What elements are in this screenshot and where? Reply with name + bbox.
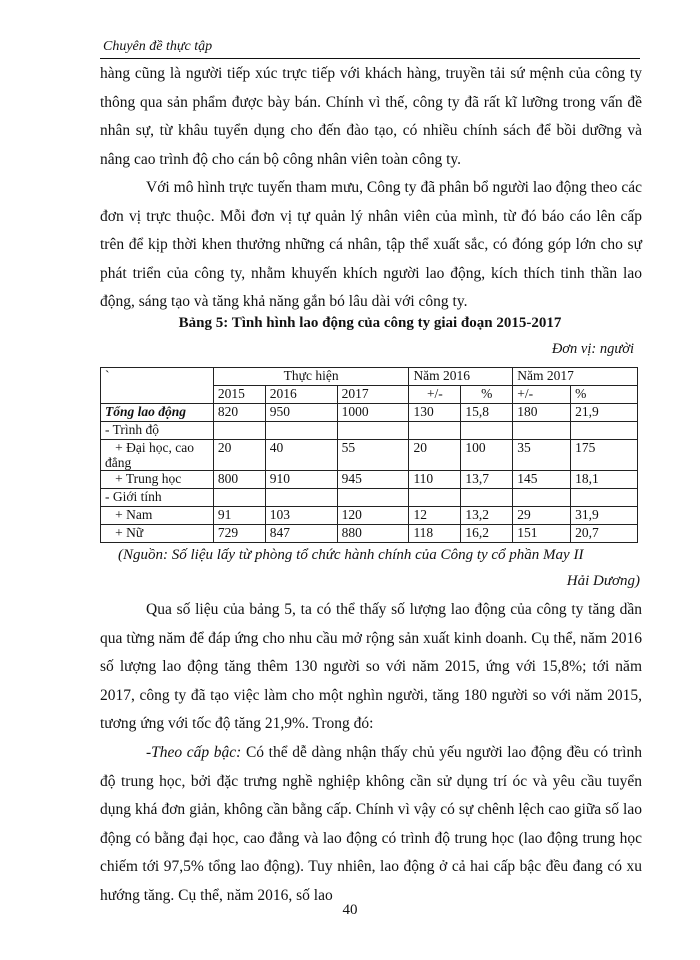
source-line-1: (Nguồn: Số liệu lấy từ phòng tổ chức hành chính của Công ty cổ phần May II: [118, 547, 584, 563]
table-cell: [265, 422, 337, 440]
table-cell: 1000: [337, 404, 409, 422]
table-row: [101, 422, 638, 440]
table-cell: 151: [513, 525, 571, 543]
table-cell: 130: [409, 404, 461, 422]
table-cell: 91: [213, 507, 265, 525]
table-cell: [461, 489, 513, 507]
header-thuc-hien: Thực hiện: [213, 368, 409, 386]
table-cell: [513, 489, 571, 507]
table-row: [101, 507, 638, 525]
table-cell: [265, 489, 337, 507]
table-cell: [571, 422, 638, 440]
subheader-cell: 2017: [337, 386, 409, 404]
table-header-row: [101, 368, 638, 386]
table-cell: 100: [461, 440, 513, 471]
table-cell: 950: [265, 404, 337, 422]
table-cell: 847: [265, 525, 337, 543]
table-cell: 880: [337, 525, 409, 543]
row-label: Tổng lao động: [101, 404, 214, 422]
header-nam-2016: Năm 2016: [409, 368, 513, 386]
table-cell: 18,1: [571, 471, 638, 489]
page-number: 40: [342, 902, 358, 918]
table-cell: 13,2: [461, 507, 513, 525]
table-cell: [409, 489, 461, 507]
table-cell: 15,8: [461, 404, 513, 422]
table-cell: 120: [337, 507, 409, 525]
table-cell: 20,7: [571, 525, 638, 543]
paragraph-4-lead: -Theo cấp bậc:: [146, 744, 242, 761]
table-cell: [213, 489, 265, 507]
subheader-cell: %: [461, 386, 513, 404]
table-cell: [213, 422, 265, 440]
row-label: + Trung học: [101, 471, 214, 489]
paragraph-1: hàng cũng là người tiếp xúc trực tiếp với khách hàng, truyền tải sứ mệnh của công ty thông qua sản phẩm được bày bán. Chính vì thế, công ty đã rất kĩ lưỡng trong vấn đề nhân sự, từ khâu tuyển dụng cho đến đào tạo, có nhiều chính sách để bồi dưỡng và nâng cao trình độ cho cán bộ công nhân viên toàn công ty.: [100, 65, 642, 168]
table-caption: Bảng 5: Tình hình lao động của công ty giai đoạn 2015-2017: [178, 315, 562, 331]
table-cell: 729: [213, 525, 265, 543]
table-row: [101, 525, 638, 543]
paragraph-3: Qua số liệu của bảng 5, ta có thể thấy số lượng lao động của công ty tăng dần qua từng năm để đáp ứng cho nhu cầu mở rộng sản xuất kinh doanh. Cụ thể, năm 2016 số lượng lao động tăng thêm 130 người so với năm 2015, ứng với 15,8%; tới năm 2017, công ty đã tạo việc làm cho một nghìn người, tăng 180 người so với năm 2015, tương ứng với tốc độ tăng 21,9%. Trong đó:: [100, 601, 642, 733]
table-unit: Đơn vị: người: [551, 341, 634, 357]
row-label: + Nữ: [101, 525, 214, 543]
table-cell: [409, 422, 461, 440]
table-cell: 175: [571, 440, 638, 471]
row-label: + Nam: [101, 507, 214, 525]
table-cell: 103: [265, 507, 337, 525]
table-cell: 110: [409, 471, 461, 489]
table-cell: 945: [337, 471, 409, 489]
subheader-cell: 2015: [213, 386, 265, 404]
table-cell: [513, 422, 571, 440]
table-row: [101, 489, 638, 507]
table-cell: 180: [513, 404, 571, 422]
table-cell: 145: [513, 471, 571, 489]
row-label: - Giới tính: [101, 489, 214, 507]
table-cell: 12: [409, 507, 461, 525]
table-cell: 118: [409, 525, 461, 543]
header-divider: [100, 58, 640, 59]
paragraph-4-body: Có thể dễ dàng nhận thấy chủ yếu người lao động đều có trình độ trung học, bởi đặc trưng nghề nghiệp không cần sử dụng trí óc và yêu cầu tuyển dụng khá đơn giản, không cần bằng cấp. Chính vì vậy có sự chênh lệch cao giữa số lao động có bằng đại học, cao đẳng và lao động có trình độ trung học (lao động trung học chiếm tới 97,5% tổng lao động). Tuy nhiên, lao động ở cả hai cấp bậc đều đang có xu hướng tăng. Cụ thể, năm 2016, số lao: [100, 744, 642, 904]
source-line-2: Hải Dương): [566, 573, 640, 589]
table-row: [101, 440, 638, 471]
table-cell: 40: [265, 440, 337, 471]
table-cell: [337, 489, 409, 507]
document-header-title: Chuyên đề thực tập: [103, 39, 213, 54]
table-cell: 820: [213, 404, 265, 422]
subheader-cell: +/-: [513, 386, 571, 404]
table-cell: 800: [213, 471, 265, 489]
row-label: + Đại học, cao đẳng: [101, 440, 214, 471]
table-cell: 55: [337, 440, 409, 471]
table-cell: 31,9: [571, 507, 638, 525]
table-cell: 29: [513, 507, 571, 525]
row-label: - Trình độ: [101, 422, 214, 440]
table-cell: 16,2: [461, 525, 513, 543]
table-corner-cell: `: [101, 368, 214, 404]
table-cell: [571, 489, 638, 507]
subheader-cell: %: [571, 386, 638, 404]
table-cell: 910: [265, 471, 337, 489]
table-cell: 35: [513, 440, 571, 471]
table-cell: [461, 422, 513, 440]
subheader-cell: 2016: [265, 386, 337, 404]
table-source-note: [100, 542, 640, 594]
table-cell: 20: [409, 440, 461, 471]
subheader-cell: +/-: [409, 386, 461, 404]
paragraph-4: [100, 739, 642, 911]
table-cell: 20: [213, 440, 265, 471]
table-cell: 21,9: [571, 404, 638, 422]
table-cell: 13,7: [461, 471, 513, 489]
paragraph-2: Với mô hình trực tuyến tham mưu, Công ty đã phân bổ người lao động theo các đơn vị trực thuộc. Mỗi đơn vị tự quản lý nhân viên của mình, từ đó báo cáo lên cấp trên để kịp thời khen thưởng những cá nhân, tập thể xuất sắc, có đóng góp lớn cho sự phát triển của công ty, nhằm khuyến khích người lao động, kích thích tinh thần lao động, sáng tạo và tăng khả năng gắn bó lâu dài với công ty.: [100, 179, 642, 311]
table-row: [101, 471, 638, 489]
labor-table: [100, 367, 638, 543]
table-row: [101, 404, 638, 422]
table-cell: [337, 422, 409, 440]
header-nam-2017: Năm 2017: [513, 368, 638, 386]
